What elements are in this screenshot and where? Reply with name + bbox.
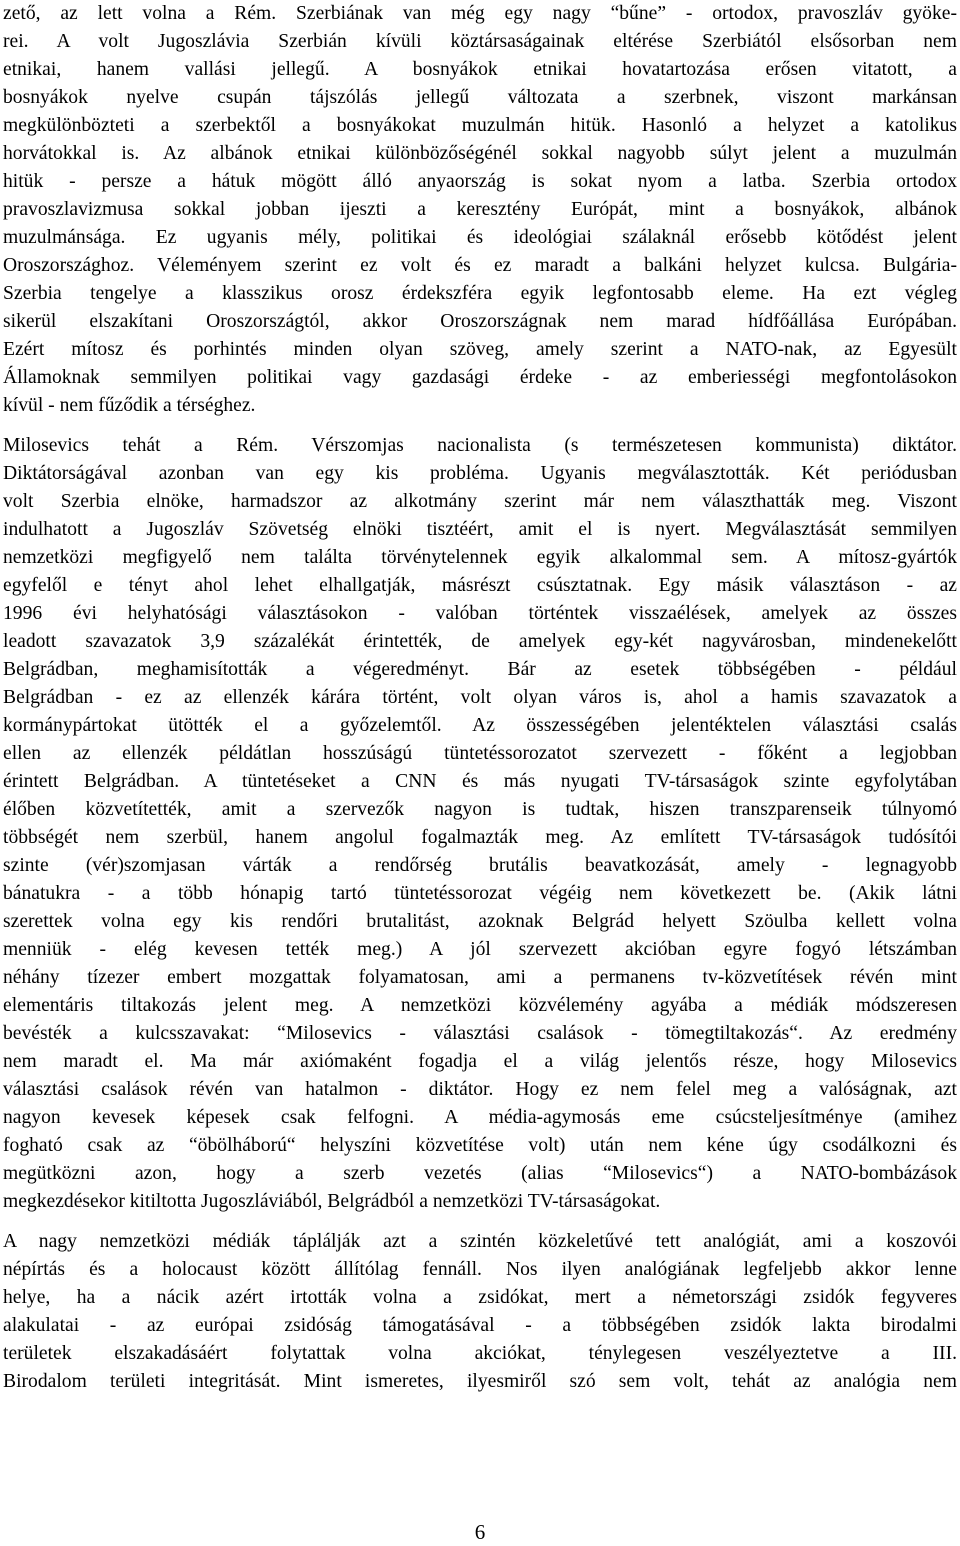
text-line: elementáris tiltakozás jelent meg. A nemzetközi közvélemény agyába a médiák módszeresen: [3, 995, 957, 1016]
text-line: Milosevics tehát a Rém. Vérszomjas nacionalista (s természetesen kommunista) diktátor.: [3, 435, 957, 456]
text-line: területek elszakadásáért folytattak volna akciókat, ténylegesen veszélyeztetve a III.: [3, 1343, 957, 1364]
text-line: Birodalom területi integritását. Mint ismeretes, ilyesmiről szó sem volt, tehát az analógia nem: [3, 1371, 957, 1392]
text-line: pravoszlavizmusa sokkal jobban ijeszti a keresztény Európát, mint a bosnyákok, albánok: [3, 199, 957, 220]
text-line: Belgrádban, meghamisították a végeredményt. Bár az esetek többségében - például: [3, 659, 957, 680]
text-line: sikerül elszakítani Oroszországtól, akkor Oroszországnak nem marad hídfőállása Európában.: [3, 311, 957, 332]
text-line: kormánypártokat ütötték el a győzelemtől. Az összességében jelentéktelen választási csalás: [3, 715, 957, 736]
text-line: indulhatott a Jugoszláv Szövetség elnöki tisztéért, amit el is nyert. Megválasztását semmilyen: [3, 519, 957, 540]
text-line: népírtás és a holocaust között állítólag fennáll. Nos ilyen analógiának legfeljebb akkor lenne: [3, 1259, 957, 1280]
text-line: többségét nem szerbül, hanem angolul fogalmazták meg. Az említett TV-társaságok tudósítói: [3, 827, 957, 848]
text-line: Ezért mítosz és porhintés minden olyan szöveg, amely szerint a NATO-nak, az Egyesült: [3, 339, 957, 360]
text-line: egyfelől e tényt ahol lehet elhallgatják, másrészt csúsztatnak. Egy másik választáson - az: [3, 575, 957, 596]
text-line: szinte (vér)szomjasan várták a rendőrség brutális beavatkozását, amely - legnagyobb: [3, 855, 957, 876]
text-line: Oroszországhoz. Véleményem szerint ez volt és ez maradt a balkáni helyzet kulcsa. Bulgária-: [3, 255, 957, 276]
text-line: bosnyákok nyelve csupán tájszólás jellegű változata a szerbnek, viszont markánsan: [3, 87, 957, 108]
text-line: nem maradt el. Ma már axiómaként fogadja el a világ jelentős része, hogy Milosevics: [3, 1051, 957, 1072]
text-line: megütközni azon, hogy a szerb vezetés (alias “Milosevics“) a NATO-bombázások: [3, 1163, 957, 1184]
text-line: alakulatai - az európai zsidóság támogatásával - a többségében zsidók lakta birodalmi: [3, 1315, 957, 1336]
page-number: 6: [474, 1520, 486, 1544]
text-line: nemzetközi megfigyelő nem találta törvénytelennek egyik alkalommal sem. A mítosz-gyártók: [3, 547, 957, 568]
text-line: muzulmánsága. Ez ugyanis mély, politikai és ideológiai szálaknál erősebb kötődést jelent: [3, 227, 957, 248]
text-line: bánatukra - a több hónapig tartó tüntetéssorozat végéig nem következett be. (Akik látni: [3, 883, 957, 904]
text-line: Államoknak semmilyen politikai vagy gazdasági érdeke - az emberiességi megfontolásokon: [3, 367, 957, 388]
text-line: A nagy nemzetközi médiák táplálják azt a szintén közkeletűvé tett analógiát, ami a koszovói: [3, 1231, 957, 1252]
text-line: 1996 évi helyhatósági választásokon - valóban történtek visszaélések, amelyek az összes: [3, 603, 957, 624]
text-line: menniük - elég kevesen tették meg.) A jól szervezett akcióban egyre fogyó létszámban: [3, 939, 957, 960]
text-line: ellen az ellenzék példátlan hosszúságú tüntetéssorozatot szervezett - főként a legjobban: [3, 743, 957, 764]
text-line: helye, ha a nácik azért irtották volna a zsidókat, mert a németországi zsidók fegyveres: [3, 1287, 957, 1308]
text-line: etnikai, hanem vallási jellegű. A bosnyákok etnikai hovatartozása erősen vitatott, a: [3, 59, 957, 80]
text-line: horvátokkal is. Az albánok etnikai különbözőségénél sokkal nagyobb súlyt jelent a muzulmán: [3, 143, 957, 164]
text-line: fogható csak az “öbölháború“ helyszíni közvetítése volt) után nem kéne úgy csodálkozni és: [3, 1135, 957, 1156]
text-line: leadott szavazatok 3,9 százalékát érintették, de amelyek egy-két nagyvárosban, mindenekelőtt: [3, 631, 957, 652]
text-line: Diktátorságával azonban van egy kis probléma. Ugyanis megválasztották. Két periódusban: [3, 463, 957, 484]
text-line: rei. A volt Jugoszlávia Szerbián kívüli köztársaságainak eltérése Szerbiától elsősorban nem: [3, 31, 957, 52]
text-line: bevésték a kulcsszavakat: “Milosevics - választási csalások - tömegtiltakozás“. Az eredmény: [3, 1023, 957, 1044]
text-line: Szerbia tengelye a klasszikus orosz érdekszféra egyik legfontosabb eleme. Ha ezt végleg: [3, 283, 957, 304]
text-line: kívül - nem fűződik a térséghez.: [3, 395, 256, 416]
text-line: Belgrádban - ez az ellenzék kárára történt, volt olyan város is, ahol a hamis szavazatok a: [3, 687, 957, 708]
text-line: érintett Belgrádban. A tüntetéseket a CNN és más nyugati TV-társaságok szinte egyfolytában: [3, 771, 957, 792]
text-line: választási csalások révén van hatalmon - diktátor. Hogy ez nem felel meg a valóságnak, azt: [3, 1079, 957, 1100]
text-line: hitük - persze a hátuk mögött álló anyaország is sokat nyom a latba. Szerbia ortodox: [3, 171, 957, 192]
text-line: zető, az lett volna a Rém. Szerbiának van még egy nagy “bűne” - ortodox, pravoszláv gyöke-: [3, 3, 957, 24]
text-line: élőben közvetítették, amit a szervezők nagyon is tudtak, hiszen transzparenseik túlnyomó: [3, 799, 957, 820]
text-line: néhány tízezer embert mozgattak folyamatosan, ami a permanens tv-közvetítések révén mint: [3, 967, 957, 988]
text-line: volt Szerbia elnöke, harmadszor az alkotmány szerint már nem választhatták meg. Viszont: [3, 491, 957, 512]
text-line: megkezdésekor kitiltotta Jugoszláviából, Belgrádból a nemzetközi TV-társaságokat.: [3, 1191, 661, 1212]
text-line: szerettek volna egy kis rendőri brutalitást, azoknak Belgrád helyett Szöulba kellett volna: [3, 911, 957, 932]
text-line: megkülönbözteti a szerbektől a bosnyákokat muzulmán hitük. Hasonló a helyzet a katolikus: [3, 115, 957, 136]
text-line: nagyon kevesek képesek csak felfogni. A média-agymosás eme csúcsteljesítménye (amihez: [3, 1107, 957, 1128]
